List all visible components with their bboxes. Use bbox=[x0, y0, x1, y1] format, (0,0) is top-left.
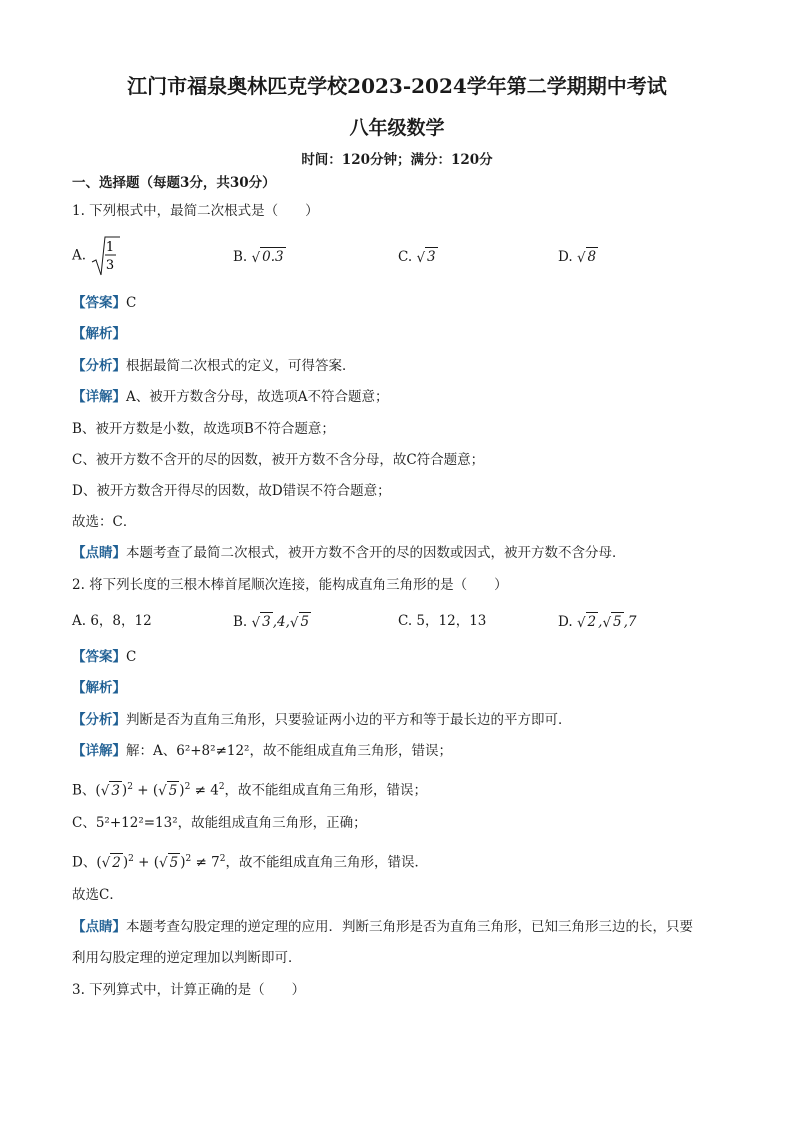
q2-choose: 故选C． bbox=[72, 887, 123, 903]
q1-a-denominator: 3 bbox=[106, 258, 115, 273]
radicand: 3 bbox=[111, 782, 120, 799]
q1-detail-b: B、被开方数是小数，故选项B不符合题意； bbox=[72, 421, 335, 437]
q2-comment bbox=[72, 918, 693, 936]
rhs-value: 4 bbox=[210, 782, 219, 799]
fenxi-text: 判断是否为直角三角形，只要验证两小边的平方和等于最长边的平方即可． bbox=[126, 712, 572, 728]
detail-prefix: B、 bbox=[72, 782, 96, 799]
q2-b-radicand-2: 5 bbox=[300, 614, 310, 630]
q2-detail-c: C、5²+12²=13²，故能组成直角三角形，正确； bbox=[72, 815, 367, 831]
q2-option-b-label: B. bbox=[233, 614, 248, 630]
q2-analysis-tag: 【解析】 bbox=[72, 680, 126, 696]
answer-tag: 【答案】 bbox=[72, 295, 126, 311]
q1-stem: 1. 下列根式中，最简二次根式是（ ） bbox=[72, 203, 319, 219]
detail-suffix: ，故不能组成直角三角形，错误． bbox=[225, 854, 428, 871]
sqrt-icon: √ bbox=[100, 783, 110, 799]
q1-detail-c: C、被开方数不含开的尽的因数，被开方数不含分母，故C符合题意； bbox=[72, 452, 485, 468]
q1-option-c-label: C. bbox=[398, 249, 413, 265]
q1-d-radicand: 8 bbox=[587, 249, 597, 265]
comment-tag: 【点睛】 bbox=[72, 919, 126, 935]
q2-detail-a bbox=[72, 742, 452, 760]
q1-detail-d: D、被开方数含开得尽的因数，故D错误不符合题意； bbox=[72, 483, 391, 499]
q2-d-radicand-1: 2 bbox=[587, 614, 597, 630]
fenxi-tag: 【分析】 bbox=[72, 712, 126, 728]
q1-option-a-radical bbox=[90, 234, 120, 278]
radicand: 5 bbox=[168, 782, 178, 799]
detail-suffix: ，故不能组成直角三角形，错误； bbox=[224, 782, 428, 799]
q2-d-end: ,7 bbox=[623, 614, 637, 630]
sqrt-icon: √ bbox=[576, 614, 586, 631]
q2-answer bbox=[72, 648, 136, 666]
subject-title: 八年级数学 bbox=[349, 117, 445, 139]
detail-tag: 【详解】 bbox=[72, 743, 126, 759]
comment-text: 本题考查勾股定理的逆定理的应用．判断三角形是否为直角三角形，已知三角形三边的长，只要 bbox=[126, 919, 693, 935]
q2-comment-line2: 利用勾股定理的逆定理加以判断即可． bbox=[72, 950, 302, 966]
sqrt-icon: √ bbox=[289, 614, 299, 631]
exam-title: 江门市福泉奥林匹克学校2023-2024学年第二学期期中考试 bbox=[127, 74, 667, 98]
detail-text: A、被开方数含分母，故选项A不符合题意； bbox=[126, 389, 389, 405]
detail-prefix: D、 bbox=[72, 854, 97, 871]
q1-option-a-label: A. bbox=[72, 247, 87, 264]
fenxi-text: 根据最简二次根式的定义，可得答案． bbox=[126, 358, 356, 374]
q2-fenxi bbox=[72, 711, 572, 729]
q2-b-radicand-1: 3 bbox=[262, 614, 271, 630]
answer-value: C bbox=[126, 649, 137, 665]
q2-option-a: A. 6，8，12 bbox=[72, 613, 152, 629]
q2-stem: 2. 将下列长度的三根木棒首尾顺次连接，能构成直角三角形的是（ ） bbox=[72, 577, 508, 593]
q1-b-radicand: 0.3 bbox=[262, 249, 284, 265]
q1-comment bbox=[72, 544, 626, 562]
q2-d-mid: , bbox=[598, 614, 603, 630]
sqrt-icon: √ bbox=[416, 249, 426, 266]
q2-option-b bbox=[233, 612, 311, 632]
q3-stem: 3. 下列算式中，计算正确的是（ ） bbox=[72, 982, 306, 998]
q1-option-b-label: B. bbox=[233, 249, 248, 265]
comment-text: 本题考查了最简二次根式，被开方数不含开的尽的因数或因式，被开方数不含分母． bbox=[126, 545, 626, 561]
q1-c-radicand: 3 bbox=[427, 249, 436, 265]
q1-fenxi bbox=[72, 357, 356, 375]
sqrt-icon: √ bbox=[158, 783, 167, 799]
sqrt-icon: √ bbox=[602, 614, 612, 631]
q1-a-numerator: 1 bbox=[106, 240, 115, 255]
q2-option-d bbox=[558, 612, 637, 632]
detail-tag: 【详解】 bbox=[72, 389, 126, 405]
sqrt-icon: √ bbox=[251, 614, 261, 631]
q2-detail-d: D、(√ 2 )$^2$ + (√ 5 )$^2 \ne 7^2$，故不能组成直角三角形，错误． bbox=[72, 854, 428, 871]
sqrt-icon: √ bbox=[159, 855, 168, 871]
q2-detail-b: B、(√ 3 )$^2$ + (√ 5 )$^2 \ne 4^2$，故不能组成直角三角形，错误； bbox=[72, 782, 428, 799]
sqrt-icon: √ bbox=[101, 855, 111, 871]
answer-tag: 【答案】 bbox=[72, 649, 126, 665]
sqrt-icon: √ bbox=[251, 249, 261, 266]
section-heading: 一、选择题（每题3分，共30分） bbox=[72, 175, 276, 191]
rhs-value: 7 bbox=[211, 854, 220, 871]
q2-option-c: C. 5，12，13 bbox=[398, 613, 487, 629]
radicand: 5 bbox=[169, 854, 179, 871]
q1-option-d bbox=[558, 247, 598, 267]
radicand: 2 bbox=[112, 854, 121, 871]
q2-option-d-label: D. bbox=[558, 614, 573, 630]
q2-b-mid: ,4, bbox=[272, 614, 290, 630]
q1-option-b bbox=[233, 247, 286, 267]
q2-d-radicand-2: 5 bbox=[613, 614, 622, 630]
sqrt-icon: √ bbox=[576, 249, 586, 266]
q1-option-c bbox=[398, 247, 438, 267]
q1-analysis-tag: 【解析】 bbox=[72, 326, 126, 342]
detail-text: 解：A、6²+8²≠12²，故不能组成直角三角形，错误； bbox=[126, 743, 452, 759]
q1-detail-a bbox=[72, 388, 389, 406]
q1-answer bbox=[72, 294, 136, 312]
comment-tag: 【点睛】 bbox=[72, 545, 126, 561]
q1-choose: 故选：C． bbox=[72, 514, 137, 530]
q1-option-a bbox=[72, 234, 120, 278]
q1-option-d-label: D. bbox=[558, 249, 573, 265]
exam-info: 时间：120分钟；满分：120分 bbox=[301, 152, 493, 168]
fenxi-tag: 【分析】 bbox=[72, 358, 126, 374]
answer-value: C bbox=[126, 295, 137, 311]
